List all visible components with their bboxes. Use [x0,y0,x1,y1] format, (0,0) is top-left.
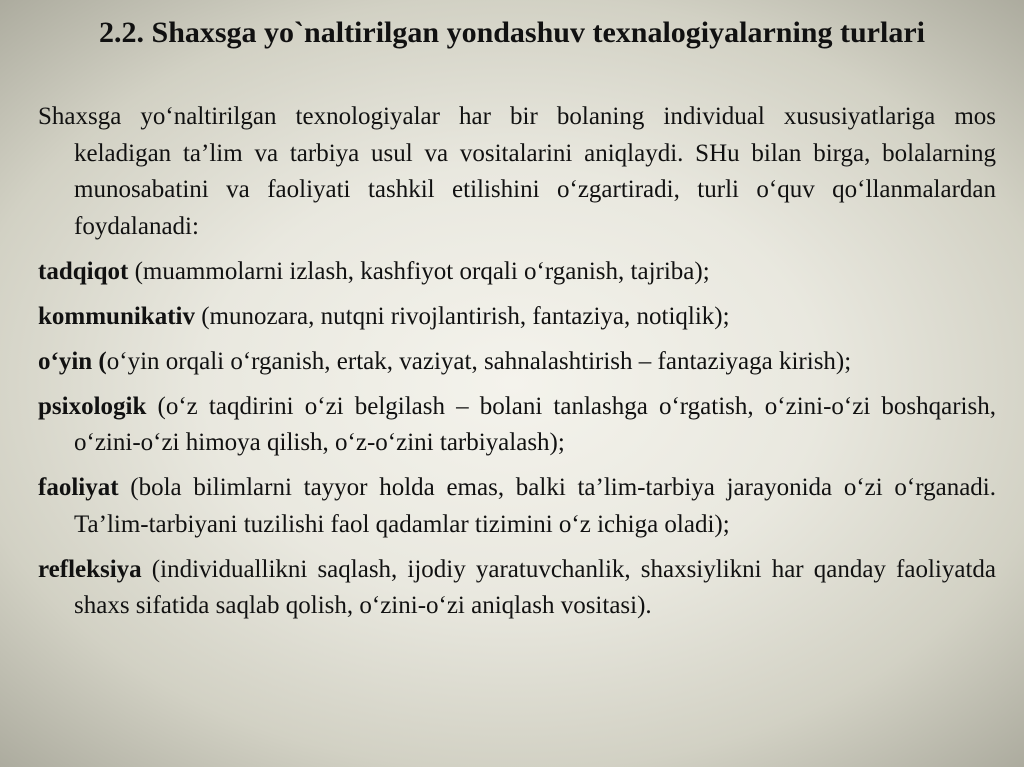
list-item-tadqiqot [38,254,996,291]
term-psixologik: psixologik [38,392,147,420]
list-item-faoliyat [38,470,996,543]
list-item-psixologik [38,389,996,462]
slide-body [38,99,996,633]
description-refleksiya: (individuallikni saqlash, ijodiy yaratuvchanlik, shaxsiylikni har qanday faoliyatda shaxs sifatida saqlab qolish, o‘zini-o‘zi aniqlash vositasi). [74,555,996,619]
description-oyin: o‘yin orqali o‘rganish, ertak, vaziyat, sahnalashtirish – fantaziyaga kirish); [106,347,852,375]
intro-paragraph: Shaxsga yo‘naltirilgan texnologiyalar har bir bolaning individual xususiyatlariga mos keladigan ta’lim va tarbiya usul va vositalarini aniqlaydi. SHu bilan birga, bolalarning munosabatini va faoliyati tashkil etilishini o‘zgartiradi, turli o‘quv qo‘llanmalardan foydalanadi: [38,103,996,240]
list-item-refleksiya [38,552,996,625]
term-tadqiqot: tadqiqot [38,257,129,285]
term-refleksiya: refleksiya [38,555,142,583]
term-faoliyat: faoliyat [38,474,119,501]
description-faoliyat: (bola bilimlarni tayyor holda emas, balki ta’lim-tarbiya jarayonida o‘zi o‘rganadi. Ta’lim-tarbiyani tuzilishi faol qadamlar tizimini o‘z ichiga oladi); [74,474,996,538]
description-tadqiqot: (muammolarni izlash, kashfiyot orqali o‘rganish, tajriba); [128,257,710,285]
list-item-oyin [38,344,996,381]
term-oyin: o‘yin ( [38,347,107,375]
term-kommunikativ: kommunikativ [38,302,195,330]
list-item-kommunikativ [38,299,996,336]
description-kommunikativ: (munozara, nutqni rivojlantirish, fantaziya, notiqlik); [194,302,730,330]
description-psixologik: (o‘z taqdirini o‘zi belgilash – bolani tanlashga o‘rgatish, o‘zini-o‘zi boshqarish, o‘zini-o‘zi himoya qilish, o‘z-o‘zini tarbiyalash); [74,392,996,456]
slide-title: 2.2. Shaxsga yo`naltirilgan yondashuv texnalogiyalarning turlari [99,16,925,49]
